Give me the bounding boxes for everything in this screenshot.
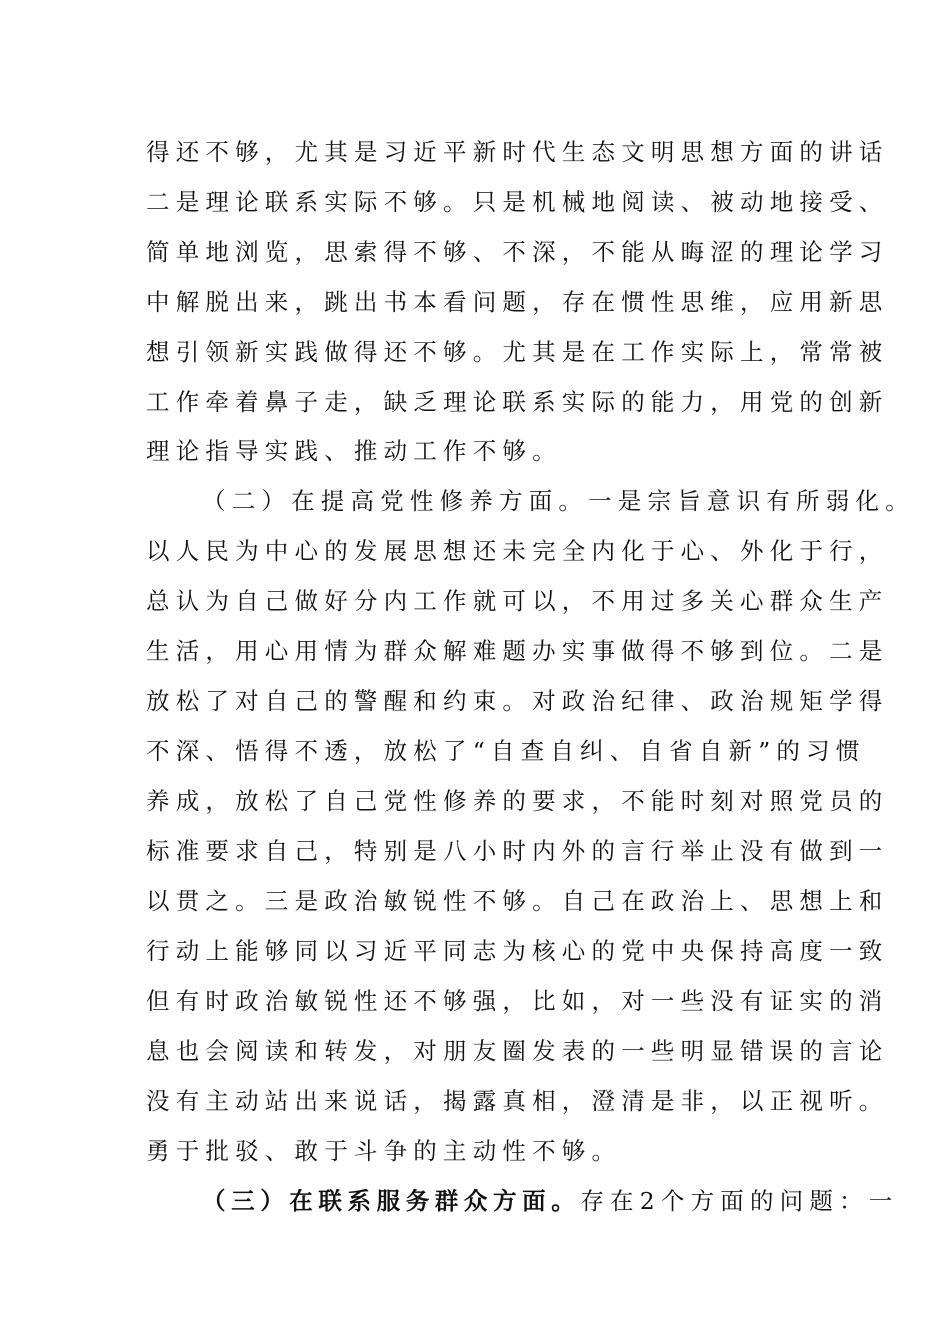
text-line: 行动上能够同以习近平同志为核心的党中央保持高度一致 — [146, 937, 889, 965]
text-line: 不深、悟得不透，放松了“自查自纠、自省自新”的习惯 — [146, 737, 866, 765]
text-line: 以人民为中心的发展思想还未完全内化于心、外化于行， — [146, 537, 889, 565]
section-two-first-line: （二）在提高党性修养方面。一是宗旨意识有所弱化。 — [202, 487, 915, 515]
text-line: 但有时政治敏锐性还不够强，比如，对一些没有证实的消 — [146, 987, 889, 1015]
text-line: 想引领新实践做得还不够。尤其是在工作实际上，常常被 — [146, 338, 889, 366]
text-line: 理论指导实践、推动工作不够。 — [146, 437, 562, 465]
text-line: 没有主动站出来说话，揭露真相，澄清是非，以正视听。 — [146, 1087, 889, 1115]
text-line: 养成，放松了自己党性修养的要求，不能时刻对照党员的 — [146, 787, 889, 815]
section-three-text: 存在2个方面的问题：一 — [580, 1187, 899, 1215]
section-three-first-line — [202, 1186, 898, 1216]
text-line: 以贯之。三是政治敏锐性不够。自己在政治上、思想上和 — [146, 887, 889, 915]
section-three-heading: （三）在联系服务群众方面。 — [202, 1187, 581, 1215]
text-line: 勇于批驳、敢于斗争的主动性不够。 — [146, 1137, 622, 1165]
text-line: 二是理论联系实际不够。只是机械地阅读、被动地接受、 — [146, 188, 889, 216]
text-line: 生活，用心用情为群众解难题办实事做得不够到位。二是 — [146, 637, 889, 665]
text-line: 总认为自己做好分内工作就可以，不用过多关心群众生产 — [146, 587, 889, 615]
text-line: 简单地浏览，思索得不够、不深，不能从晦涩的理论学习 — [146, 238, 889, 266]
text-line: 中解脱出来，跳出书本看问题，存在惯性思维，应用新思 — [146, 288, 889, 316]
text-line: 得还不够，尤其是习近平新时代生态文明思想方面的讲话 — [146, 138, 889, 166]
text-line: 放松了对自己的警醒和约束。对政治纪律、政治规矩学得 — [146, 687, 889, 715]
text-line: 工作牵着鼻子走，缺乏理论联系实际的能力，用党的创新 — [146, 388, 889, 416]
text-line: 标准要求自己，特别是八小时内外的言行举止没有做到一 — [146, 837, 889, 865]
text-line: 息也会阅读和转发，对朋友圈发表的一些明显错误的言论 — [146, 1037, 889, 1065]
